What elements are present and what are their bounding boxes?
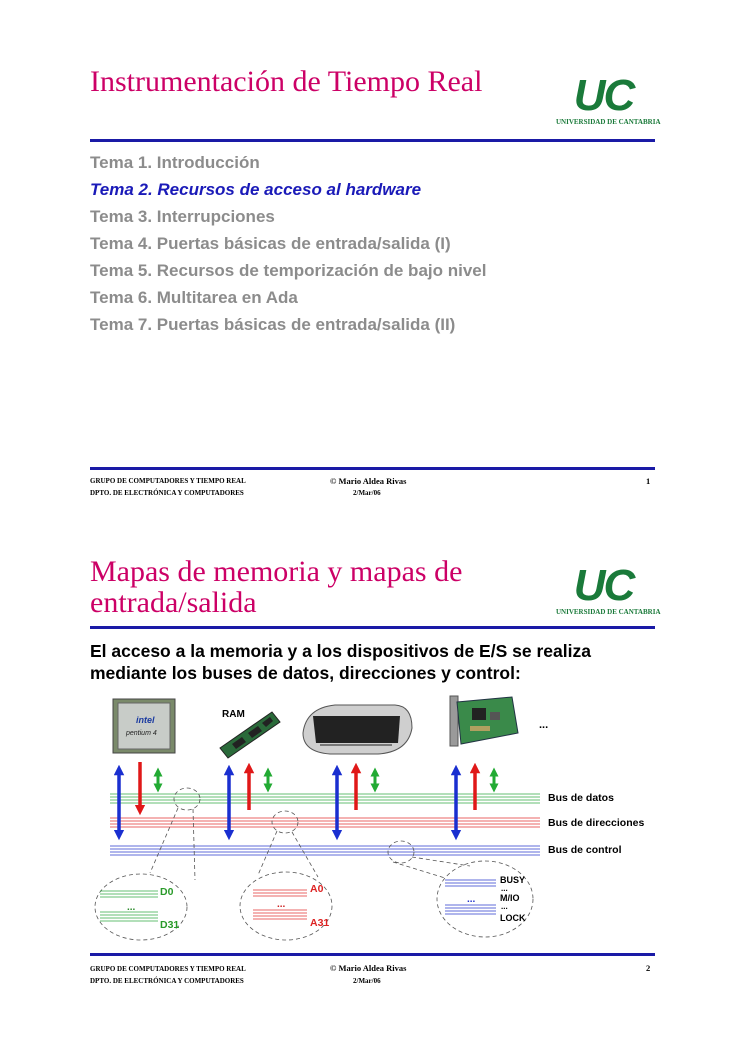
control-ellipsis: ... [467, 894, 476, 905]
footer-rule [90, 953, 655, 956]
bus-address-label: Bus de direcciones [548, 817, 645, 829]
footer-date: 2/Mar/06 [353, 977, 381, 985]
bus-diagram [0, 690, 744, 950]
uc-logo-subtitle: UNIVERSIDAD DE CANTABRIA [556, 118, 661, 126]
card-arrows [456, 768, 494, 835]
data-ellipsis: ... [127, 902, 136, 913]
slide2-title-line2: entrada/salida [90, 586, 257, 619]
data-bus-callout [95, 788, 200, 940]
cpu-chip-image [113, 699, 175, 753]
footer-group: GRUPO DE COMPUTADORES Y TIEMPO REAL [90, 477, 246, 485]
slide2-body-line1: El acceso a la memoria y a los dispositivos de E/S se realiza [90, 641, 591, 661]
ram-label: RAM [222, 709, 245, 720]
cpu-model-label: pentium 4 [126, 730, 157, 737]
slide2-title [90, 556, 462, 618]
topic-item-4[interactable]: Tema 4. Puertas básicas de entrada/salida (I) [90, 234, 451, 253]
ram-arrows [229, 768, 268, 835]
control-lock-label: LOCK [500, 913, 526, 923]
page-number: 1 [646, 476, 651, 486]
footer-group: GRUPO DE COMPUTADORES Y TIEMPO REAL [90, 965, 246, 973]
address-last-label: A31 [310, 917, 330, 929]
slide2-body [90, 640, 591, 684]
topic-item-5[interactable]: Tema 5. Recursos de temporización de bajo nivel [90, 261, 487, 280]
address-ellipsis: ... [277, 899, 286, 910]
slide1-title: Instrumentación de Tiempo Real [90, 65, 483, 98]
bus-control-label: Bus de control [548, 844, 622, 856]
more-devices-label: ... [539, 719, 549, 731]
topic-list [90, 153, 486, 342]
topic-item-7[interactable]: Tema 7. Puertas básicas de entrada/salida (II) [90, 315, 456, 334]
footer-author: © Mario Aldea Rivas [330, 963, 407, 973]
topic-item-2-active[interactable]: Tema 2. Recursos de acceso al hardware [90, 180, 422, 199]
control-busy-label: BUSY [500, 875, 526, 885]
footer-rule [90, 467, 655, 470]
keyboard-image [303, 705, 412, 754]
header-rule [90, 139, 655, 142]
slide2-body-line2: mediante los buses de datos, direcciones y control: [90, 663, 521, 683]
footer-dept: DPTO. DE ELECTRÓNICA Y COMPUTADORES [90, 489, 244, 497]
uc-logo [556, 71, 661, 126]
bus-data-label: Bus de datos [548, 792, 614, 804]
page-number: 2 [646, 963, 651, 973]
address-bus-lines [110, 818, 540, 827]
footer-dept: DPTO. DE ELECTRÓNICA Y COMPUTADORES [90, 977, 244, 985]
topic-item-3[interactable]: Tema 3. Interrupciones [90, 207, 275, 226]
topic-item-6[interactable]: Tema 6. Multitarea en Ada [90, 288, 298, 307]
header-rule [90, 626, 655, 629]
keyboard-arrows [337, 768, 375, 835]
address-first-label: A0 [310, 883, 324, 895]
uc-logo-letters: UC [573, 71, 634, 120]
control-ellipsis-2: ... [501, 902, 508, 911]
uc-logo-letters: UC [573, 561, 634, 610]
footer-date: 2/Mar/06 [353, 489, 381, 497]
uc-logo-subtitle: UNIVERSIDAD DE CANTABRIA [556, 608, 661, 616]
footer-author: © Mario Aldea Rivas [330, 476, 407, 486]
control-bus-lines [110, 846, 540, 855]
topic-item-1[interactable]: Tema 1. Introducción [90, 153, 260, 172]
control-mio-label: M/IO [500, 893, 520, 903]
data-last-label: D31 [160, 919, 180, 931]
data-first-label: D0 [160, 886, 174, 898]
uc-logo [556, 561, 661, 616]
cpu-brand-label: intel [136, 715, 155, 725]
expansion-card-image [450, 696, 518, 746]
slide2-title-line1: Mapas de memoria y mapas de [90, 555, 463, 588]
control-ellipsis-1: ... [501, 884, 508, 893]
